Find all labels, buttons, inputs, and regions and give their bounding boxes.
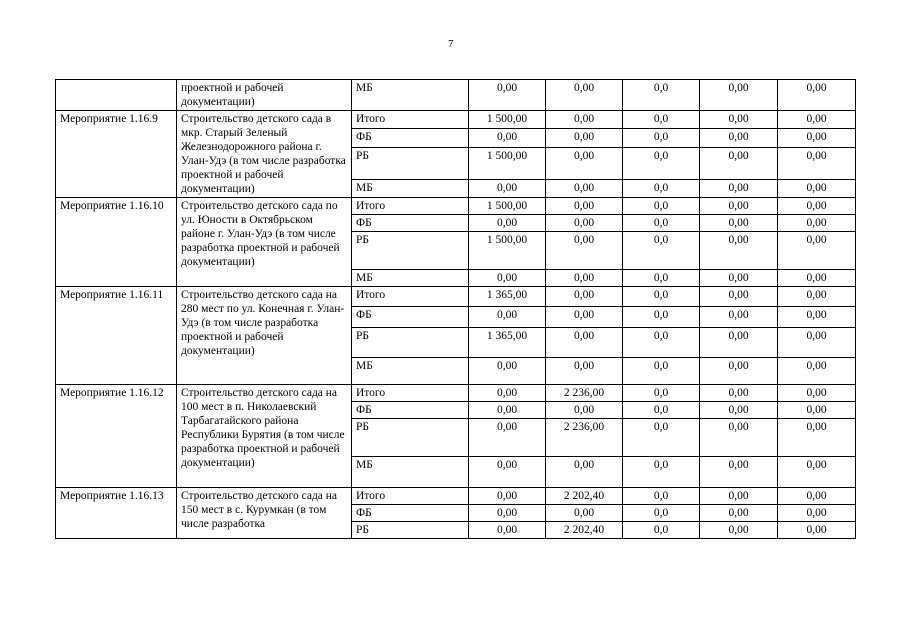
amount-cell: 0,00 [546,215,623,232]
amount-cell: 0,0 [623,358,700,385]
amount-cell: 0,0 [623,488,700,505]
amount-cell: 0,00 [469,457,546,488]
amount-cell: 0,00 [700,215,778,232]
amount-cell: 1 500,00 [469,111,546,129]
amount-cell: 0,00 [469,270,546,287]
amount-cell: 0,00 [778,232,856,270]
amount-cell: 0,00 [546,505,623,522]
amount-cell: 0,00 [778,505,856,522]
amount-cell: 0,00 [546,80,623,111]
amount-cell: 0,00 [778,129,856,147]
amount-cell: 0,00 [700,80,778,111]
amount-cell: 0,0 [623,111,700,129]
funding-source: Итого [352,385,469,402]
amount-cell: 1 365,00 [469,287,546,307]
amount-cell: 0,00 [778,402,856,419]
amount-cell: 0,00 [778,385,856,402]
amount-cell: 0,0 [623,215,700,232]
funding-source: Итого [352,287,469,307]
amount-cell: 0,0 [623,402,700,419]
amount-cell: 0,00 [700,270,778,287]
amount-cell: 0,00 [778,198,856,215]
measure-label: Мероприятие 1.16.11 [56,287,177,385]
amount-cell: 0,00 [778,488,856,505]
amount-cell: 2 236,00 [546,385,623,402]
amount-cell: 0,0 [623,419,700,457]
amount-cell: 0,00 [546,147,623,179]
funding-source: Итого [352,111,469,129]
funding-source: ФБ [352,215,469,232]
amount-cell: 0,0 [623,147,700,179]
funding-source: МБ [352,179,469,198]
amount-cell: 0,00 [778,111,856,129]
table-row [56,488,856,505]
amount-cell: 0,00 [700,457,778,488]
amount-cell: 0,00 [778,80,856,111]
amount-cell: 0,00 [469,522,546,539]
amount-cell: 0,00 [778,287,856,307]
amount-cell: 0,00 [700,385,778,402]
table-row [56,80,856,111]
measure-description: Строительство детского сада на 100 мест в п. Николаевский Тарбагатайского района Республики Бурятия (в том числе разработка проектной и рабочей документации) [177,385,352,488]
measure-description: Строительство детского сада на 280 мест по ул. Конечная г. Улан-Удэ (в том числе разработка проектной и рабочей документации) [177,287,352,385]
amount-cell: 0,00 [700,488,778,505]
amount-cell: 2 236,00 [546,419,623,457]
amount-cell: 0,00 [700,179,778,198]
funding-source: МБ [352,80,469,111]
measure-description: Строительство детского сада по ул. Юности в Октябрьском районе г. Улан-Удэ (в том числе разработка проектной и рабочей документации) [177,198,352,287]
amount-cell: 0,00 [778,358,856,385]
amount-cell: 0,00 [778,179,856,198]
amount-cell: 0,00 [700,328,778,358]
amount-cell: 0,0 [623,328,700,358]
amount-cell: 0,0 [623,232,700,270]
amount-cell: 0,00 [546,287,623,307]
amount-cell: 0,00 [700,505,778,522]
amount-cell: 0,00 [700,111,778,129]
amount-cell: 0,00 [546,402,623,419]
amount-cell: 0,00 [700,232,778,270]
funding-source: РБ [352,328,469,358]
measure-label: Мероприятие 1.16.13 [56,488,177,539]
funding-source: Итого [352,198,469,215]
amount-cell: 0,0 [623,307,700,328]
amount-cell: 0,00 [700,419,778,457]
amount-cell: 0,0 [623,522,700,539]
amount-cell: 0,00 [778,215,856,232]
amount-cell: 0,00 [469,358,546,385]
measure-label: Мероприятие 1.16.9 [56,111,177,198]
table-row [56,111,856,129]
funding-source: ФБ [352,505,469,522]
amount-cell: 0,00 [546,232,623,270]
amount-cell: 0,00 [469,129,546,147]
amount-cell: 0,0 [623,457,700,488]
amount-cell: 0,00 [469,505,546,522]
measure-label-cell [56,80,177,111]
funding-source: МБ [352,270,469,287]
amount-cell: 0,00 [469,419,546,457]
amount-cell: 0,00 [778,307,856,328]
amount-cell: 0,00 [778,328,856,358]
funding-source: Итого [352,488,469,505]
amount-cell: 0,00 [546,307,623,328]
funding-source: ФБ [352,402,469,419]
amount-cell: 0,00 [469,80,546,111]
measure-description: Строительство детского сада на 150 мест в с. Курумкан (в том числе разработка [177,488,352,539]
amount-cell: 2 202,40 [546,488,623,505]
amount-cell: 0,00 [700,147,778,179]
budget-table-body [56,80,856,539]
table-row [56,198,856,215]
amount-cell: 0,00 [546,328,623,358]
table-row [56,287,856,307]
amount-cell: 1 365,00 [469,328,546,358]
funding-source: МБ [352,457,469,488]
funding-source: РБ [352,419,469,457]
budget-table [55,79,856,539]
amount-cell: 0,00 [469,488,546,505]
funding-source: РБ [352,232,469,270]
measure-label: Мероприятие 1.16.12 [56,385,177,488]
amount-cell: 0,00 [546,111,623,129]
amount-cell: 0,0 [623,287,700,307]
amount-cell: 0,00 [700,307,778,328]
amount-cell: 0,0 [623,80,700,111]
funding-source: РБ [352,522,469,539]
amount-cell: 0,00 [778,419,856,457]
page-number: 7 [448,38,454,50]
amount-cell: 0,00 [469,215,546,232]
funding-source: РБ [352,147,469,179]
amount-cell: 0,00 [700,287,778,307]
funding-source: ФБ [352,129,469,147]
measure-description: Строительство детского сада в мкр. Старый Зеленый Железнодорожного района г. Улан-Удэ (в том числе разработка проектной и рабочей документации) [177,111,352,198]
amount-cell: 0,00 [700,129,778,147]
amount-cell: 0,00 [546,457,623,488]
amount-cell: 0,00 [469,385,546,402]
amount-cell: 0,00 [700,358,778,385]
amount-cell: 0,00 [546,270,623,287]
amount-cell: 0,00 [546,179,623,198]
amount-cell: 0,00 [546,198,623,215]
amount-cell: 0,0 [623,270,700,287]
amount-cell: 0,00 [469,402,546,419]
amount-cell: 1 500,00 [469,198,546,215]
amount-cell: 0,00 [546,129,623,147]
amount-cell: 0,00 [778,522,856,539]
table-row [56,385,856,402]
amount-cell: 0,00 [778,270,856,287]
amount-cell: 0,00 [778,147,856,179]
amount-cell: 0,0 [623,385,700,402]
amount-cell: 0,0 [623,505,700,522]
amount-cell: 0,00 [469,179,546,198]
amount-cell: 0,00 [700,402,778,419]
amount-cell: 0,00 [700,522,778,539]
amount-cell: 0,00 [469,307,546,328]
amount-cell: 0,0 [623,179,700,198]
amount-cell: 0,00 [778,457,856,488]
amount-cell: 0,0 [623,198,700,215]
funding-source: МБ [352,358,469,385]
amount-cell: 0,0 [623,129,700,147]
amount-cell: 0,00 [700,198,778,215]
amount-cell: 2 202,40 [546,522,623,539]
amount-cell: 1 500,00 [469,147,546,179]
measure-label: Мероприятие 1.16.10 [56,198,177,287]
funding-source: ФБ [352,307,469,328]
measure-description: проектной и рабочей документации) [177,80,352,111]
amount-cell: 1 500,00 [469,232,546,270]
amount-cell: 0,00 [546,358,623,385]
